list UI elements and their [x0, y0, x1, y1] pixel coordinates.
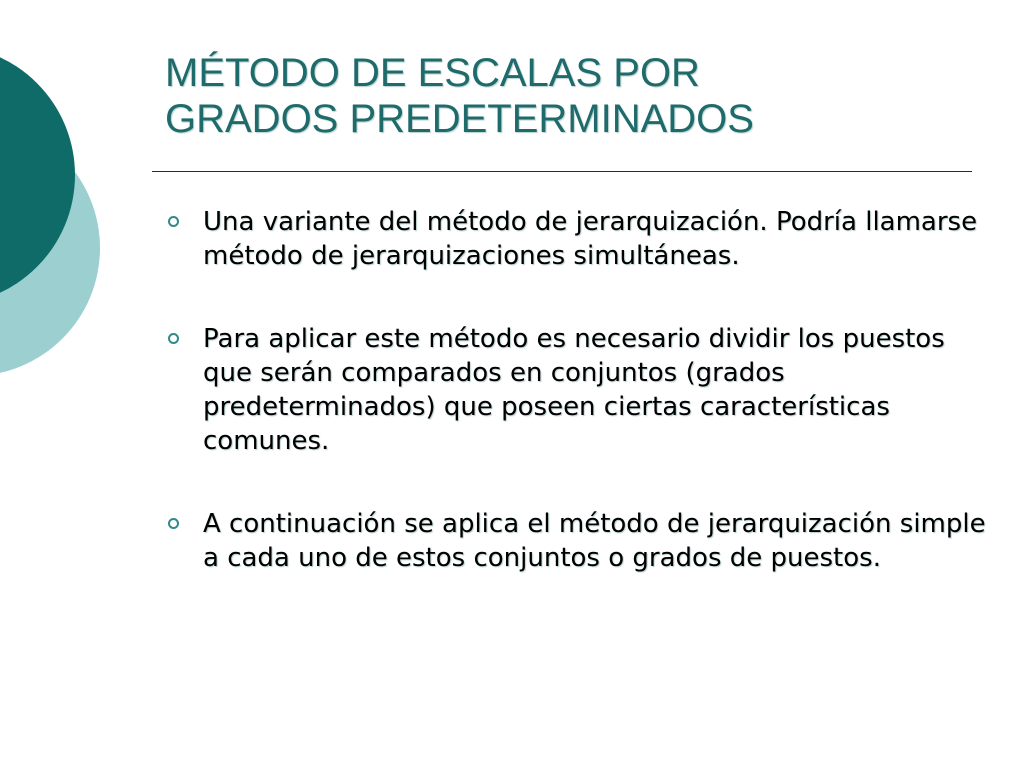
bullet-item — [166, 507, 986, 575]
title-divider — [152, 171, 972, 172]
slide-title — [165, 50, 985, 142]
bullet-item — [166, 205, 986, 273]
bullet-text: A continuación se aplica el método de jerarquización simple a cada uno de estos conjuntos o grados de puestos. — [203, 509, 986, 573]
bullet-item — [166, 322, 986, 458]
title-line-2: GRADOS PREDETERMINADOS — [165, 97, 754, 141]
circle-bullet-icon — [168, 518, 179, 529]
title-line-1: MÉTODO DE ESCALAS POR — [165, 51, 700, 95]
bullet-text: Una variante del método de jerarquización. Podría llamarse método de jerarquizaciones simultáneas. — [203, 207, 978, 271]
circle-bullet-icon — [168, 216, 179, 227]
bullet-list — [166, 205, 986, 624]
circle-bullet-icon — [168, 333, 179, 344]
bullet-text: Para aplicar este método es necesario dividir los puestos que serán comparados en conjuntos (grados predeterminados) que poseen ciertas características comunes. — [203, 324, 945, 456]
decorative-circles — [0, 0, 140, 420]
